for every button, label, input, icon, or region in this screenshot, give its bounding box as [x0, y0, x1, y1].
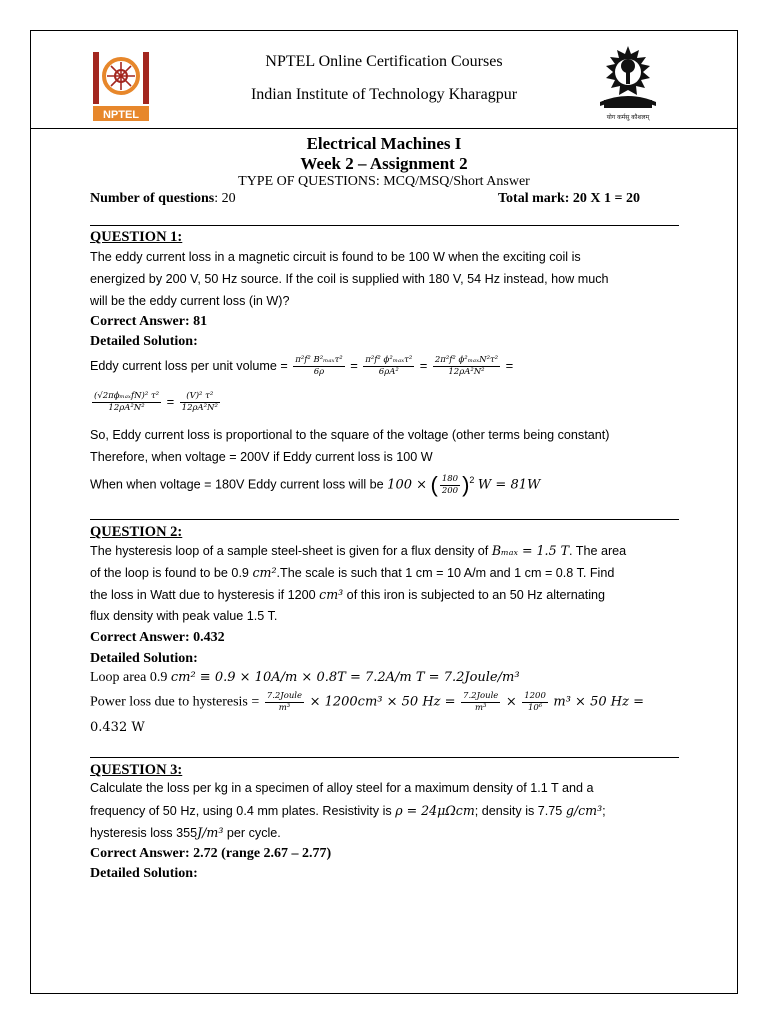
q3-correct-answer: Correct Answer: 2.72 (range 2.67 – 2.77)	[90, 846, 332, 861]
q2-correct-answer: Correct Answer: 0.432	[90, 630, 225, 645]
q2-detailed-solution-label: Detailed Solution:	[90, 651, 198, 666]
q3-text: Calculate the loss per kg in a specimen of alloy steel for a maximum density of 1.1 T and a	[90, 781, 594, 795]
question-1-heading: QUESTION 1:	[90, 229, 183, 245]
q2-power-loss: Power loss due to hysteresis = $\frac{\text{7.2Joule}}{\text{m³}}$ × 1200cm³ × 50 Hz = $\frac{\text{7.2Joule}}{\text{m³}}$ × $\frac{1200}{\text{10⁶}}$ m³ × 50 Hz =	[90, 691, 644, 713]
question-3-heading: QUESTION 3:	[90, 762, 183, 778]
q2-text: the loss in Watt due to hysteresis if 1200 cm³ of this iron is subjected to an 50 Hz alternating	[90, 587, 606, 602]
q1-solution-text: Therefore, when voltage = 200V if Eddy current loss is 100 W	[90, 450, 433, 464]
q1-equation-1: Eddy current loss per unit volume = $\frac{\text{π²f² B²ₘₐₓτ²}}{6\rho}$ = $\frac{\text{π²f² ϕ²ₘₐₓτ²}}{\text{6ρA²}}$ = $\frac{\text{2π²f² ϕ²ₘₐₓN²τ²}}{\text{12ρA²N²}}$ =	[90, 355, 514, 377]
q2-text: flux density with peak value 1.5 T.	[90, 609, 278, 623]
q3-detailed-solution-label: Detailed Solution:	[90, 866, 198, 881]
course-title: Electrical Machines I	[306, 134, 462, 153]
divider	[90, 225, 679, 226]
q3-text: frequency of 50 Hz, using 0.4 mm plates. Resistivity is ρ = 24μΩcm; density is 7.75 g/cm³;	[90, 803, 606, 818]
number-of-questions: Number of questions: 20	[90, 191, 236, 206]
q1-solution-text: So, Eddy current loss is proportional to the square of the voltage (other terms being constant)	[90, 428, 610, 442]
q1-solution-result: When when voltage = 180V Eddy current loss will be 100 × ( $\frac{180}{200}$ )$^2$ W = 81W	[90, 472, 541, 497]
q1-detailed-solution-label: Detailed Solution:	[90, 334, 198, 349]
nptel-logo-text: NPTEL	[102, 109, 140, 121]
q3-text: hysteresis loss 355J/m³ per cycle.	[90, 825, 281, 840]
q1-text: energized by 200 V, 50 Hz source. If the coil is supplied with 180 V, 54 Hz instead, how much	[90, 272, 609, 286]
total-mark: Total mark: 20 X 1 = 20	[498, 191, 641, 206]
q1-correct-answer: Correct Answer: 81	[90, 314, 208, 329]
question-2-heading: QUESTION 2:	[90, 524, 183, 540]
q2-loop-area: Loop area 0.9 cm² ≡ 0.9 × 10A/m × 0.8T = 7.2A/m T = 7.2Joule/m³	[90, 670, 520, 685]
q1-equation-2: $\frac{\text{(√2πϕₘₐₓfN)² τ²}}{\text{12ρA²N²}}$ = $\frac{\text{(V)² τ²}}{\text{12ρA²N²}}$	[94, 391, 218, 413]
question-types: TYPE OF QUESTIONS: MCQ/MSQ/Short Answer	[238, 174, 530, 189]
iit-logo-caption: योग कर्मसु कौशलम्	[606, 114, 650, 121]
header-line-1: NPTEL Online Certification Courses	[265, 53, 503, 70]
header-divider	[30, 128, 738, 129]
q2-result: 0.432 W	[90, 720, 145, 735]
q2-text: The hysteresis loop of a sample steel-sheet is given for a flux density of Bₘₐₓ = 1.5 T. The area	[90, 543, 627, 558]
q1-text: The eddy current loss in a magnetic circuit is found to be 100 W when the exciting coil is	[90, 250, 581, 264]
divider	[90, 519, 679, 520]
q2-text: of the loop is found to be 0.9 cm².The scale is such that 1 cm = 10 A/m and 1 cm = 0.8 T. Find	[90, 565, 615, 580]
week-title: Week 2 – Assignment 2	[300, 154, 468, 173]
divider	[90, 757, 679, 758]
header-line-2: Indian Institute of Technology Kharagpur	[250, 86, 518, 103]
q1-text: will be the eddy current loss (in W)?	[90, 294, 290, 308]
